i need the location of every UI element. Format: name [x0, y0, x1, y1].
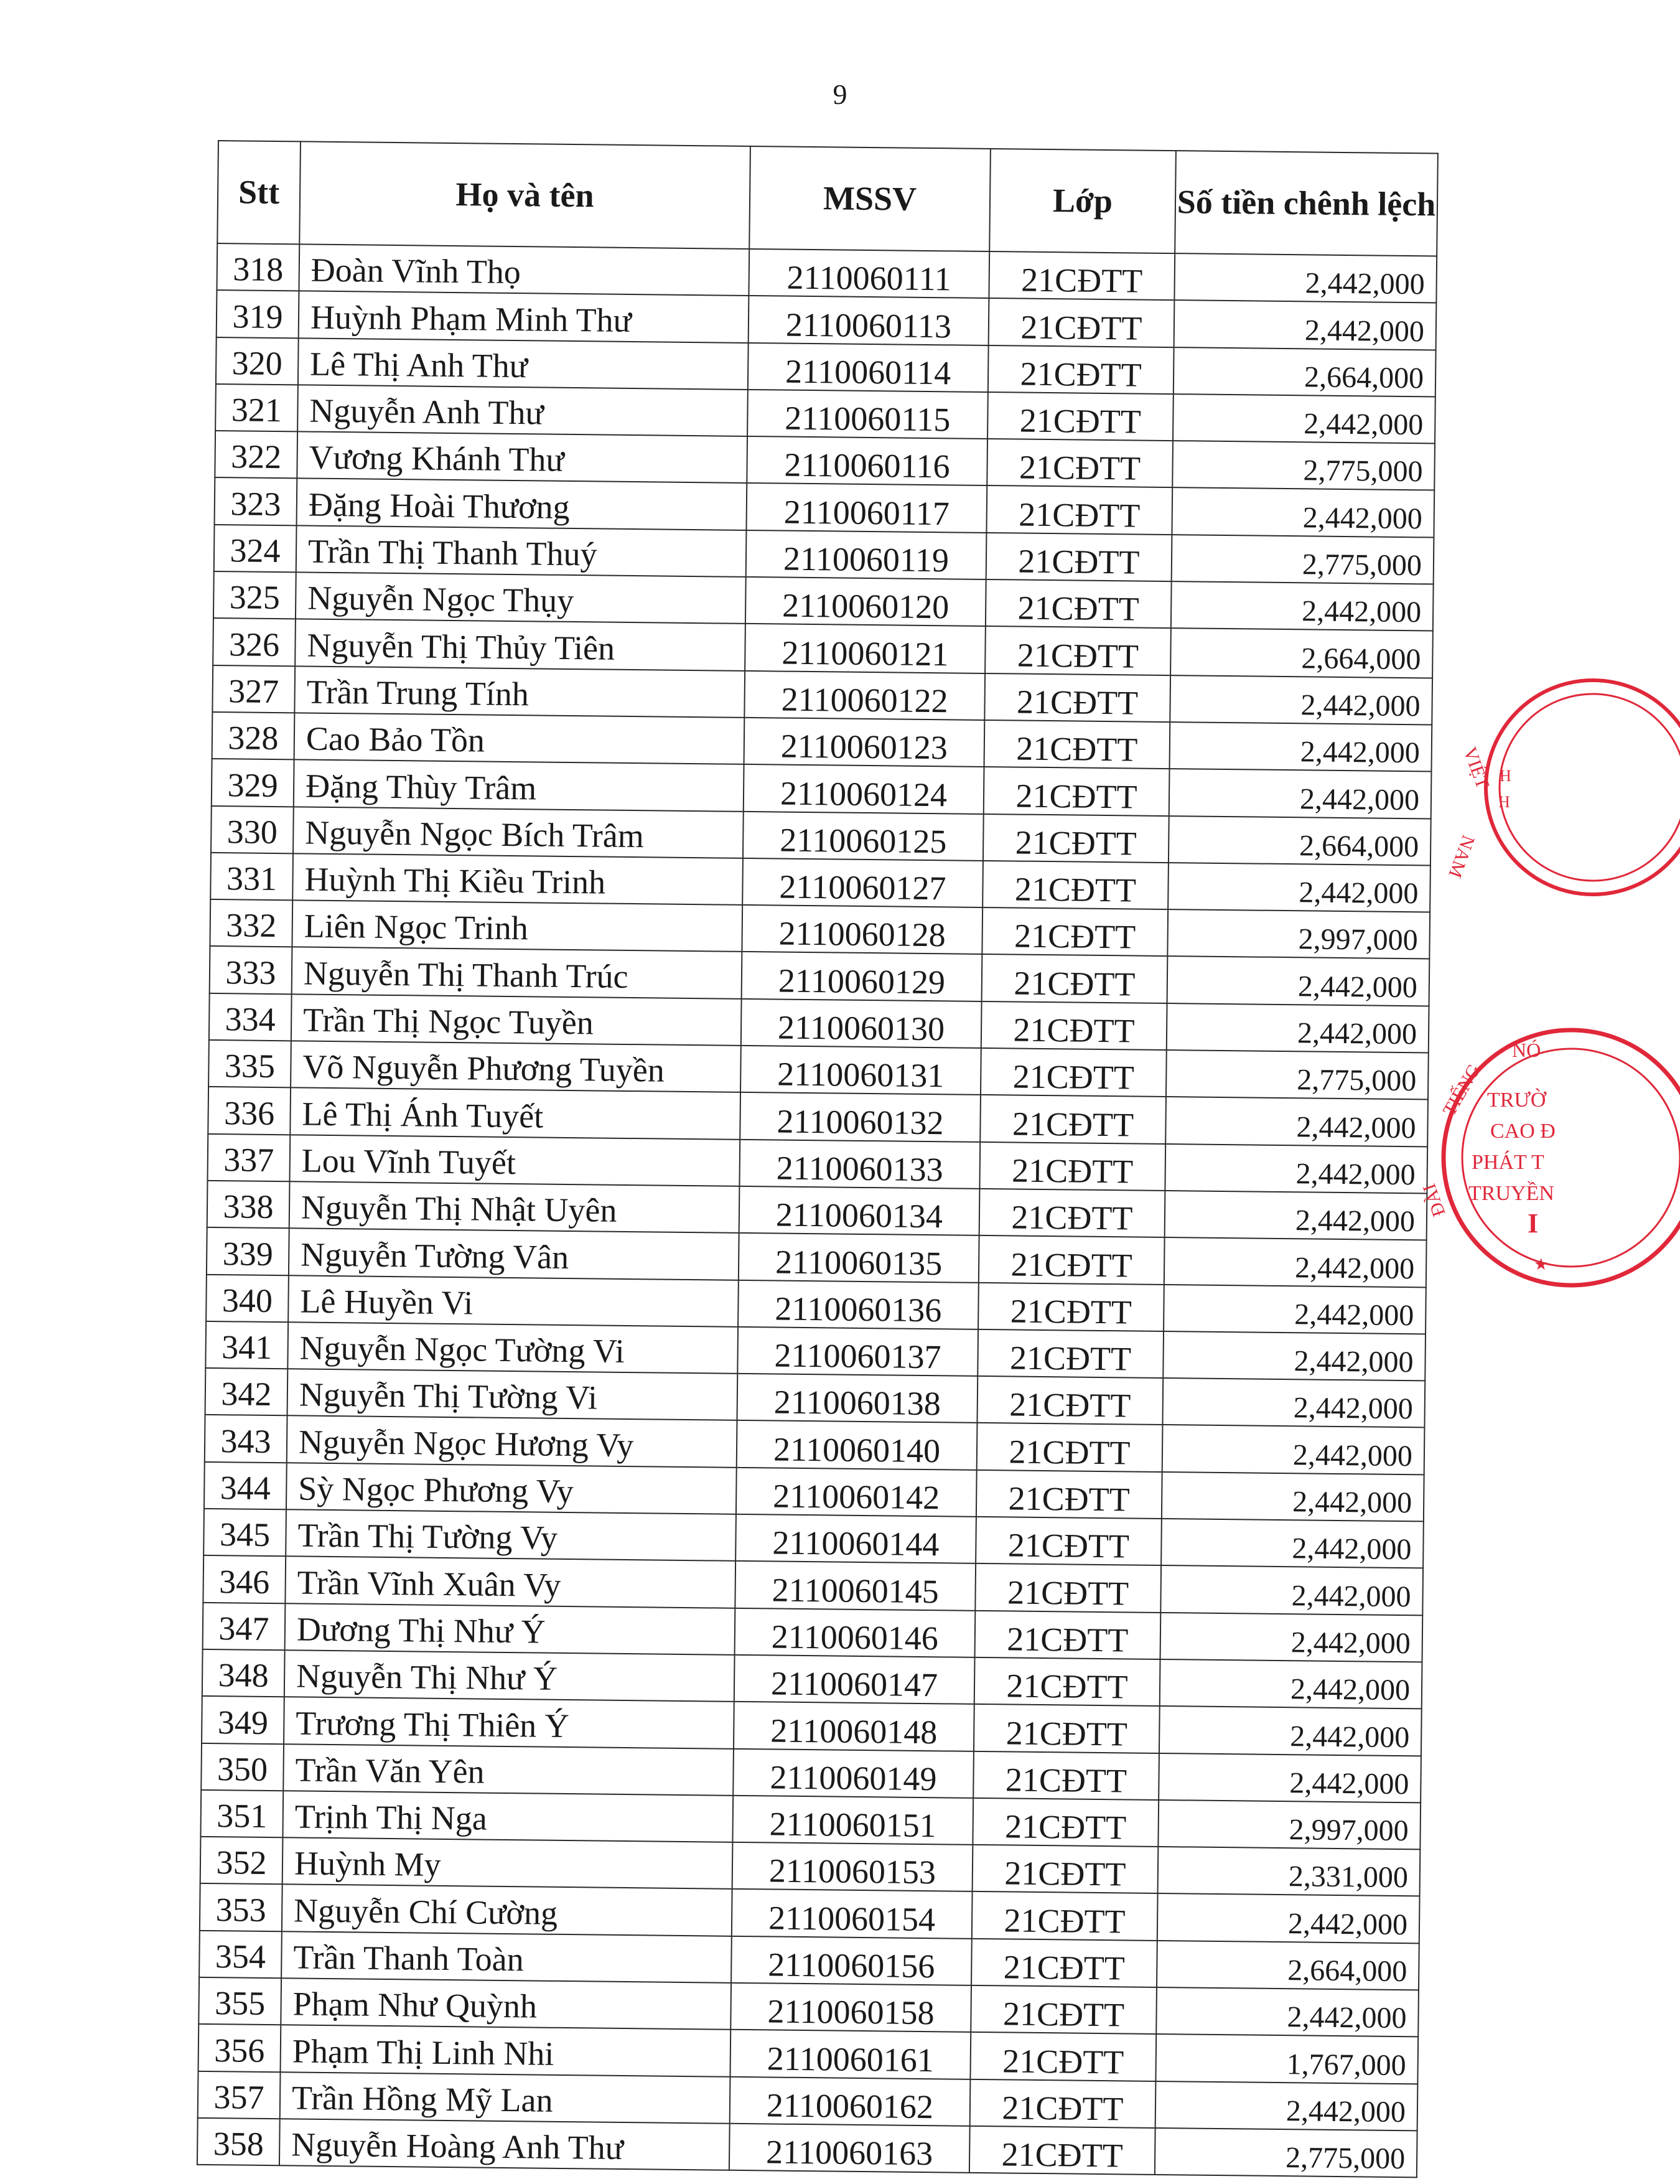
- cell-class: 21CĐTT: [982, 907, 1168, 956]
- cell-student-id: 2110060121: [745, 624, 986, 673]
- cell-full-name: Huỳnh Thị Kiều Trinh: [292, 853, 743, 905]
- cell-student-id: 2110060125: [743, 811, 984, 860]
- cell-amount: 2,442,000: [1173, 394, 1435, 444]
- cell-amount: 2,442,000: [1167, 1003, 1429, 1053]
- cell-stt: 355: [198, 1977, 281, 2025]
- cell-amount: 2,775,000: [1172, 441, 1435, 490]
- cell-student-id: 2110060122: [744, 671, 985, 720]
- cell-student-id: 2110060135: [739, 1233, 979, 1282]
- cell-stt: 325: [213, 571, 296, 619]
- cell-amount: 2,442,000: [1165, 1144, 1427, 1194]
- cell-student-id: 2110060127: [742, 858, 983, 907]
- cell-full-name: Đoàn Vĩnh Thọ: [299, 244, 749, 296]
- cell-amount: 2,664,000: [1170, 628, 1433, 678]
- cell-student-id: 2110060128: [742, 905, 982, 954]
- cell-full-name: Phạm Như Quỳnh: [281, 1978, 731, 2030]
- cell-class: 21CĐTT: [984, 673, 1170, 722]
- cell-full-name: Phạm Thị Linh Nhi: [281, 2025, 731, 2077]
- cell-student-id: 2110060148: [734, 1702, 974, 1751]
- cell-class: 21CĐTT: [978, 1329, 1164, 1378]
- cell-student-id: 2110060115: [747, 390, 988, 439]
- cell-full-name: Trần Vĩnh Xuân Vy: [285, 1557, 735, 1608]
- cell-student-id: 2110060138: [737, 1374, 978, 1423]
- cell-stt: 352: [200, 1837, 283, 1885]
- cell-class: 21CĐTT: [984, 720, 1170, 769]
- cell-class: 21CĐTT: [971, 1985, 1157, 2034]
- cell-student-id: 2110060162: [730, 2076, 971, 2125]
- cell-full-name: Lou Vĩnh Tuyết: [289, 1135, 740, 1186]
- cell-amount: 2,442,000: [1170, 722, 1432, 772]
- seal-text-truong: TRƯỜ: [1487, 1089, 1546, 1112]
- cell-amount: 2,442,000: [1159, 1753, 1421, 1802]
- cell-class: 21CĐTT: [976, 1517, 1162, 1565]
- cell-full-name: Lê Huyền Vi: [288, 1275, 739, 1327]
- cell-student-id: 2110060116: [747, 436, 987, 485]
- cell-stt: 324: [214, 525, 297, 573]
- cell-stt: 346: [203, 1555, 286, 1603]
- cell-stt: 322: [215, 431, 297, 479]
- cell-stt: 318: [217, 243, 299, 291]
- cell-full-name: Nguyễn Tường Vân: [289, 1229, 739, 1280]
- cell-full-name: Vương Khánh Thư: [297, 432, 747, 484]
- cell-amount: 2,664,000: [1157, 1941, 1419, 1990]
- cell-stt: 330: [211, 806, 294, 854]
- cell-class: 21CĐTT: [982, 861, 1169, 909]
- cell-amount: 2,442,000: [1155, 2081, 1418, 2131]
- cell-amount: 2,442,000: [1168, 863, 1430, 912]
- cell-stt: 337: [207, 1134, 290, 1182]
- cell-class: 21CĐTT: [974, 1704, 1160, 1753]
- cell-student-id: 2110060133: [739, 1140, 980, 1189]
- cell-student-id: 2110060147: [734, 1655, 975, 1704]
- cell-full-name: Trần Thị Ngọc Tuyền: [291, 994, 742, 1046]
- cell-stt: 343: [205, 1415, 287, 1463]
- cell-student-id: 2110060140: [737, 1420, 978, 1469]
- table-header-row: [217, 141, 1438, 256]
- cell-class: 21CĐTT: [982, 954, 1168, 1003]
- cell-full-name: Nguyễn Anh Thư: [297, 385, 748, 436]
- cell-full-name: Cao Bảo Tồn: [294, 713, 745, 764]
- cell-amount: 2,664,000: [1174, 347, 1436, 397]
- cell-amount: 2,442,000: [1163, 1331, 1426, 1381]
- cell-full-name: Huỳnh My: [282, 1837, 733, 1889]
- cell-student-id: 2110060113: [749, 296, 989, 345]
- red-seal-lower: [1409, 1027, 1556, 1301]
- cell-student-id: 2110060142: [736, 1468, 977, 1517]
- cell-student-id: 2110060124: [744, 764, 984, 813]
- cell-stt: 333: [210, 946, 292, 994]
- cell-student-id: 2110060131: [740, 1046, 981, 1095]
- header-amount-difference: Số tiền chênh lệch: [1175, 151, 1438, 256]
- cell-full-name: Nguyễn Hoàng Anh Thư: [279, 2119, 730, 2170]
- cell-amount: 2,442,000: [1164, 1237, 1427, 1287]
- cell-full-name: Đặng Thùy Trâm: [294, 760, 744, 812]
- cell-stt: 354: [199, 1931, 282, 1979]
- cell-amount: 2,442,000: [1160, 1565, 1423, 1615]
- cell-stt: 326: [213, 618, 296, 666]
- cell-stt: 345: [203, 1509, 286, 1557]
- cell-amount: 2,442,000: [1172, 488, 1434, 538]
- cell-class: 21CĐTT: [970, 2032, 1156, 2081]
- cell-amount: 1,767,000: [1155, 2034, 1418, 2084]
- table-body: [197, 243, 1437, 2178]
- cell-stt: 358: [197, 2118, 280, 2166]
- cell-stt: 342: [205, 1368, 288, 1416]
- cell-amount: 2,442,000: [1161, 1519, 1424, 1568]
- seal-text-cao: CAO Đ: [1490, 1120, 1556, 1143]
- cell-student-id: 2110060163: [729, 2124, 970, 2173]
- page-number: 9: [833, 78, 847, 110]
- cell-class: 21CĐTT: [979, 1189, 1165, 1237]
- cell-amount: 2,442,000: [1167, 957, 1430, 1006]
- cell-class: 21CĐTT: [986, 533, 1172, 581]
- cell-stt: 321: [215, 384, 298, 432]
- cell-full-name: Trần Thanh Toàn: [281, 1931, 732, 1983]
- cell-amount: 2,442,000: [1165, 1097, 1428, 1146]
- seal-text-h1: H: [1500, 767, 1511, 785]
- seal-text-h2: H: [1498, 793, 1510, 811]
- cell-stt: 357: [198, 2071, 281, 2119]
- cell-full-name: Đặng Hoài Thương: [297, 479, 747, 530]
- cell-stt: 348: [202, 1649, 285, 1697]
- seal-star-icon: ★: [1534, 1255, 1549, 1273]
- cell-stt: 332: [210, 899, 292, 947]
- cell-student-id: 2110060114: [748, 343, 989, 392]
- cell-class: 21CĐTT: [987, 439, 1173, 487]
- seal-text-dai: ĐÀI: [1419, 1181, 1450, 1219]
- cell-class: 21CĐTT: [980, 1095, 1166, 1143]
- header-stt: Stt: [217, 141, 301, 244]
- cell-student-id: 2110060151: [732, 1796, 973, 1845]
- cell-amount: 2,442,000: [1162, 1425, 1425, 1474]
- cell-amount: 2,442,000: [1174, 253, 1437, 303]
- cell-stt: 349: [202, 1696, 284, 1744]
- cell-amount: 2,442,000: [1156, 1987, 1419, 2037]
- fee-difference-table-wrapper: [197, 140, 1437, 2178]
- cell-amount: 2,442,000: [1160, 1659, 1422, 1709]
- cell-class: 21CĐTT: [975, 1563, 1161, 1612]
- cell-student-id: 2110060132: [740, 1092, 981, 1141]
- cell-amount: 2,442,000: [1162, 1378, 1425, 1428]
- cell-full-name: Trần Thị Tường Vy: [286, 1509, 736, 1561]
- cell-class: 21CĐTT: [973, 1751, 1159, 1799]
- cell-class: 21CĐTT: [979, 1142, 1165, 1191]
- header-student-id: MSSV: [749, 146, 991, 251]
- seal-text-i: I: [1528, 1208, 1539, 1239]
- cell-class: 21CĐTT: [986, 579, 1172, 628]
- cell-full-name: Trương Thị Thiên Ý: [284, 1697, 734, 1748]
- cell-full-name: Nguyễn Chí Cường: [282, 1885, 732, 1936]
- cell-full-name: Liên Ngọc Trinh: [292, 900, 742, 952]
- cell-student-id: 2110060154: [732, 1889, 973, 1938]
- cell-class: 21CĐTT: [977, 1423, 1163, 1471]
- cell-student-id: 2110060130: [741, 999, 982, 1048]
- cell-stt: 353: [200, 1883, 282, 1931]
- cell-amount: 2,775,000: [1166, 1050, 1429, 1100]
- seal-text-viet: VIỆT: [1459, 744, 1493, 792]
- cell-full-name: Nguyễn Ngọc Thụy: [296, 572, 746, 624]
- cell-full-name: Nguyễn Ngọc Bích Trâm: [293, 807, 744, 858]
- cell-class: 21CĐTT: [976, 1470, 1162, 1519]
- cell-full-name: Trần Hồng Mỹ Lan: [280, 2072, 730, 2124]
- seal-text-no: NÓ: [1512, 1039, 1541, 1061]
- cell-stt: 339: [207, 1227, 289, 1275]
- seal-text-nam: NAM: [1444, 832, 1479, 881]
- header-class: Lớp: [989, 149, 1176, 253]
- cell-amount: 2,331,000: [1158, 1847, 1421, 1896]
- cell-student-id: 2110060161: [730, 2030, 971, 2079]
- cell-class: 21CĐTT: [985, 626, 1171, 675]
- cell-class: 21CĐTT: [986, 485, 1172, 534]
- cell-full-name: Nguyễn Ngọc Hương Vy: [287, 1416, 737, 1468]
- cell-amount: 2,442,000: [1160, 1613, 1423, 1662]
- cell-student-id: 2110060144: [735, 1514, 976, 1563]
- cell-class: 21CĐTT: [988, 345, 1174, 394]
- cell-stt: 347: [203, 1602, 286, 1650]
- cell-amount: 2,442,000: [1159, 1706, 1422, 1756]
- cell-amount: 2,775,000: [1172, 535, 1434, 584]
- cell-student-id: 2110060136: [738, 1280, 979, 1329]
- cell-student-id: 2110060120: [745, 577, 986, 626]
- cell-student-id: 2110060123: [744, 718, 985, 767]
- cell-class: 21CĐTT: [981, 1048, 1167, 1097]
- cell-full-name: Dương Thị Như Ý: [285, 1603, 735, 1655]
- cell-full-name: Nguyễn Ngọc Tường Vi: [287, 1322, 738, 1374]
- cell-class: 21CĐTT: [977, 1376, 1163, 1425]
- cell-class: 21CĐTT: [974, 1657, 1160, 1706]
- cell-class: 21CĐTT: [971, 1939, 1157, 1987]
- cell-student-id: 2110060149: [733, 1748, 974, 1797]
- cell-full-name: Trần Trung Tính: [294, 666, 745, 718]
- cell-class: 21CĐTT: [989, 298, 1175, 347]
- cell-class: 21CĐTT: [975, 1610, 1161, 1659]
- cell-full-name: Nguyễn Thị Nhật Uyên: [289, 1181, 740, 1233]
- cell-full-name: Võ Nguyễn Phương Tuyền: [291, 1041, 741, 1092]
- cell-student-id: 2110060137: [737, 1327, 978, 1376]
- cell-stt: 351: [200, 1790, 283, 1838]
- cell-amount: 2,442,000: [1169, 769, 1432, 818]
- cell-full-name: Trần Văn Yên: [283, 1744, 734, 1796]
- seal-text-tieng: TIẾNG: [1439, 1061, 1485, 1120]
- cell-student-id: 2110060129: [742, 952, 982, 1001]
- cell-stt: 336: [208, 1087, 291, 1135]
- cell-stt: 327: [212, 665, 295, 713]
- cell-class: 21CĐTT: [989, 251, 1175, 300]
- cell-full-name: Trịnh Thị Nga: [282, 1791, 733, 1842]
- header-full-name: Họ và tên: [299, 141, 750, 249]
- cell-amount: 2,442,000: [1157, 1893, 1420, 1943]
- cell-stt: 328: [212, 712, 295, 760]
- cell-stt: 320: [216, 337, 299, 385]
- cell-amount: 2,442,000: [1174, 300, 1437, 350]
- cell-stt: 329: [212, 759, 294, 807]
- cell-stt: 335: [208, 1040, 291, 1088]
- cell-stt: 331: [210, 853, 293, 901]
- cell-student-id: 2110060153: [732, 1842, 973, 1891]
- cell-full-name: Nguyễn Thị Như Ý: [284, 1650, 735, 1702]
- cell-amount: 2,442,000: [1164, 1285, 1426, 1334]
- cell-student-id: 2110060158: [730, 1983, 971, 2032]
- cell-amount: 2,442,000: [1165, 1191, 1427, 1240]
- cell-class: 21CĐTT: [970, 2079, 1156, 2127]
- cell-student-id: 2110060146: [735, 1608, 976, 1657]
- cell-amount: 2,664,000: [1169, 816, 1431, 866]
- cell-amount: 2,442,000: [1170, 675, 1432, 725]
- cell-stt: 356: [198, 2024, 281, 2072]
- cell-full-name: Lê Thị Anh Thư: [298, 338, 749, 390]
- cell-student-id: 2110060145: [735, 1561, 976, 1610]
- cell-full-name: Lê Thị Ánh Tuyết: [290, 1088, 740, 1140]
- cell-stt: 334: [209, 993, 292, 1041]
- cell-amount: 2,775,000: [1155, 2128, 1417, 2178]
- cell-student-id: 2110060111: [749, 249, 989, 298]
- cell-class: 21CĐTT: [972, 1891, 1158, 1940]
- cell-full-name: Nguyễn Thị Tường Vi: [287, 1369, 738, 1420]
- cell-stt: 344: [204, 1462, 287, 1510]
- cell-student-id: 2110060156: [731, 1936, 972, 1985]
- cell-class: 21CĐTT: [983, 814, 1169, 863]
- cell-full-name: Sỳ Ngọc Phương Vy: [286, 1463, 737, 1514]
- seal-text-phat: PHÁT T: [1472, 1151, 1544, 1174]
- cell-stt: 350: [201, 1743, 284, 1791]
- cell-amount: 2,442,000: [1162, 1472, 1424, 1522]
- seal-text-truyen: TRUYỀN: [1468, 1182, 1554, 1205]
- cell-full-name: Trần Thị Thanh Thuý: [296, 525, 747, 577]
- cell-full-name: Nguyễn Thị Thanh Trúc: [292, 947, 742, 999]
- cell-stt: 340: [206, 1274, 289, 1322]
- cell-class: 21CĐTT: [987, 392, 1174, 441]
- cell-student-id: 2110060119: [746, 530, 987, 579]
- fee-difference-table: [197, 140, 1439, 2178]
- cell-stt: 319: [217, 290, 299, 338]
- cell-class: 21CĐTT: [969, 2126, 1155, 2175]
- cell-full-name: Huỳnh Phạm Minh Thư: [299, 291, 749, 343]
- cell-stt: 338: [207, 1181, 290, 1229]
- cell-amount: 2,997,000: [1158, 1800, 1421, 1850]
- cell-class: 21CĐTT: [979, 1235, 1165, 1284]
- cell-amount: 2,442,000: [1171, 581, 1434, 631]
- cell-stt: 323: [215, 477, 297, 525]
- cell-class: 21CĐTT: [984, 767, 1170, 815]
- cell-student-id: 2110060134: [739, 1186, 980, 1235]
- cell-class: 21CĐTT: [973, 1798, 1159, 1847]
- cell-class: 21CĐTT: [973, 1845, 1159, 1893]
- cell-class: 21CĐTT: [978, 1282, 1164, 1331]
- cell-stt: 341: [205, 1321, 288, 1369]
- cell-full-name: Nguyễn Thị Thủy Tiên: [295, 619, 745, 671]
- red-seal-upper: [1444, 669, 1543, 906]
- cell-class: 21CĐTT: [981, 1001, 1167, 1050]
- cell-amount: 2,997,000: [1167, 909, 1430, 959]
- cell-student-id: 2110060117: [746, 483, 987, 532]
